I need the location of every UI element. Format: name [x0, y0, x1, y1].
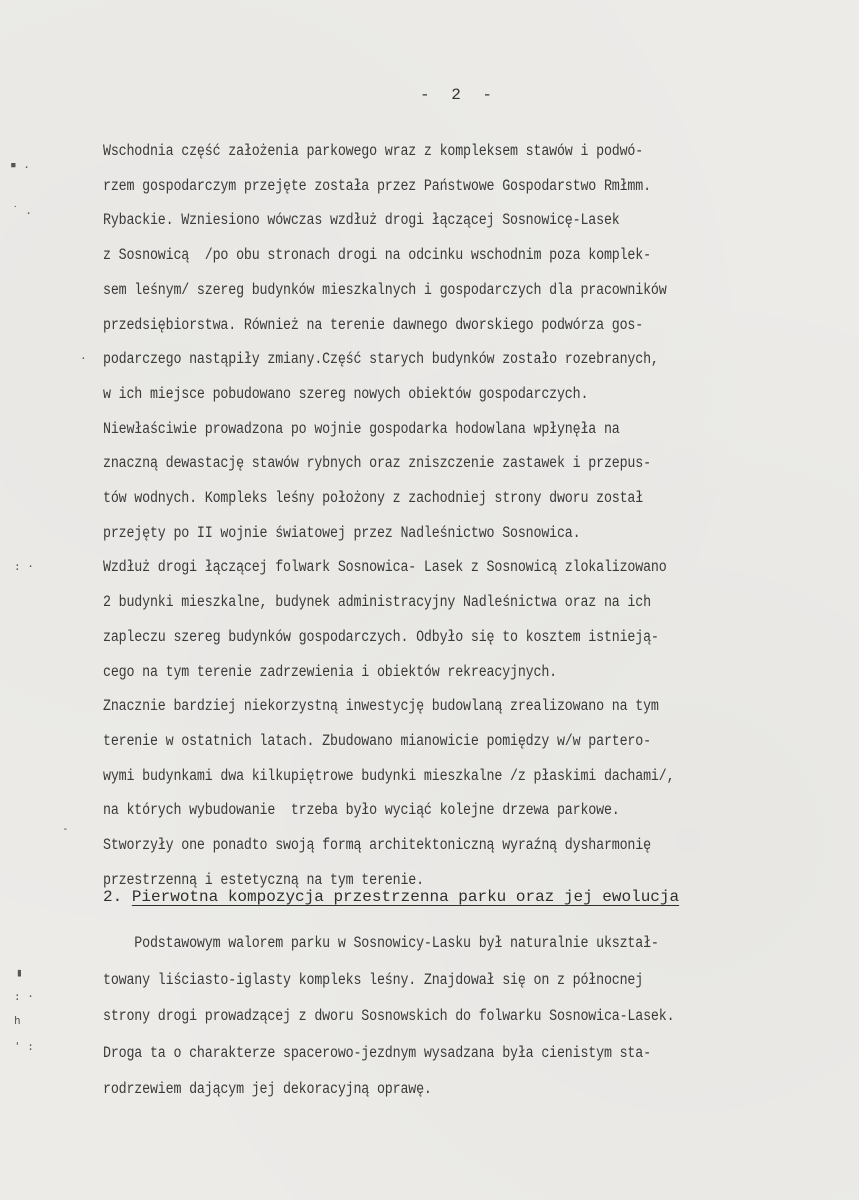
- text-line: Niewłaściwie prowadzona po wojnie gospodarka hodowlana wpłynęła na: [103, 419, 620, 438]
- margin-speck: ' :: [14, 1040, 34, 1053]
- text-line: podarczego nastąpiły zmiany.Część starych budynków zostało rozebranych,: [103, 350, 659, 369]
- margin-speck: ·: [80, 352, 87, 365]
- text-line: Rybackie. Wzniesiono wówczas wzdłuż drogi łączącej Sosnowicę-Lasek: [103, 211, 620, 230]
- text-line: Podstawowym walorem parku w Sosnowicy-Lasku był naturalnie ukształ-: [103, 934, 659, 952]
- text-line: przejęty po II wojnie światowej przez Nadleśnictwo Sosnowica.: [103, 523, 581, 542]
- text-line: strony drogi prowadzącej z dworu Sosnowskich do folwarku Sosnowica-Lasek.: [103, 1007, 675, 1025]
- text-line: towany liściasto-iglasty kompleks leśny. Znajdował się on z północnej: [103, 970, 644, 989]
- text-line: sem leśnym/ szereg budynków mieszkalnych i gospodarczych dla pracowników: [103, 280, 667, 299]
- text-line: rodrzewiem dającym jej dekoracyjną oprawę.: [103, 1080, 432, 1098]
- margin-speck: ˙ .: [12, 204, 32, 217]
- text-line: Wschodnia część założenia parkowego wraz z kompleksem stawów i podwó-: [103, 142, 644, 160]
- margin-speck: ▪ .: [10, 158, 30, 171]
- text-line: przestrzenną i estetyczną na tym terenie.: [103, 870, 424, 889]
- text-line: z Sosnowicą /po obu stronach drogi na odcinku wschodnim poza komplek-: [103, 246, 651, 265]
- section-title: Pierwotna kompozycja przestrzenna parku oraz jej ewolucja: [131, 888, 680, 906]
- text-line: 2 budynki mieszkalne, budynek administracyjny Nadleśnictwa oraz na ich: [103, 593, 651, 612]
- text-line: Droga ta o charakterze spacerowo-jezdnym wysadzana była cienistym sta-: [103, 1043, 651, 1062]
- text-line: rzem gospodarczym przejęte została przez Państwowe Gospodarstwo Rmłmm.: [103, 176, 651, 195]
- text-line: terenie w ostatnich latach. Zbudowano mianowicie pomiędzy w/w partero-: [103, 731, 651, 750]
- text-line: cego na tym terenie zadrzewienia i obiektów rekreacyjnych.: [103, 662, 557, 681]
- page-number: - 2 -: [420, 86, 499, 104]
- text-line: w ich miejsce pobudowano szereg nowych obiektów gospodarczych.: [103, 384, 589, 403]
- section-heading: [103, 888, 679, 906]
- margin-speck: h: [14, 1014, 21, 1027]
- margin-speck: -: [62, 822, 69, 835]
- text-line: Znacznie bardziej niekorzystną inwestycję budowlaną zrealizowano na tym: [103, 697, 659, 716]
- text-line: przedsiębiorstwa. Również na terenie dawnego dworskiego podwórza gos-: [103, 315, 644, 334]
- text-line: na których wybudowanie trzeba było wyciąć kolejne drzewa parkowe.: [103, 801, 620, 820]
- margin-speck: : ·: [14, 560, 34, 573]
- margin-speck: ▮: [16, 966, 23, 979]
- section-number: 2.: [103, 888, 123, 906]
- text-line: Stworzyły one ponadto swoją formą architektoniczną wyraźną dysharmonię: [103, 836, 651, 854]
- text-line: zapleczu szereg budynków gospodarczych. Odbyło się to kosztem istnieją-: [103, 627, 659, 646]
- margin-speck: : ·: [14, 990, 34, 1003]
- text-line: Wzdłuż drogi łączącej folwark Sosnowica- Lasek z Sosnowicą zlokalizowano: [103, 558, 667, 577]
- text-line: wymi budynkami dwa kilkupiętrowe budynki mieszkalne /z płaskimi dachami/,: [103, 766, 675, 785]
- text-line: tów wodnych. Kompleks leśny położony z zachodniej strony dworu został: [103, 489, 644, 507]
- text-line: znaczną dewastację stawów rybnych oraz zniszczenie zastawek i przepus-: [103, 454, 651, 473]
